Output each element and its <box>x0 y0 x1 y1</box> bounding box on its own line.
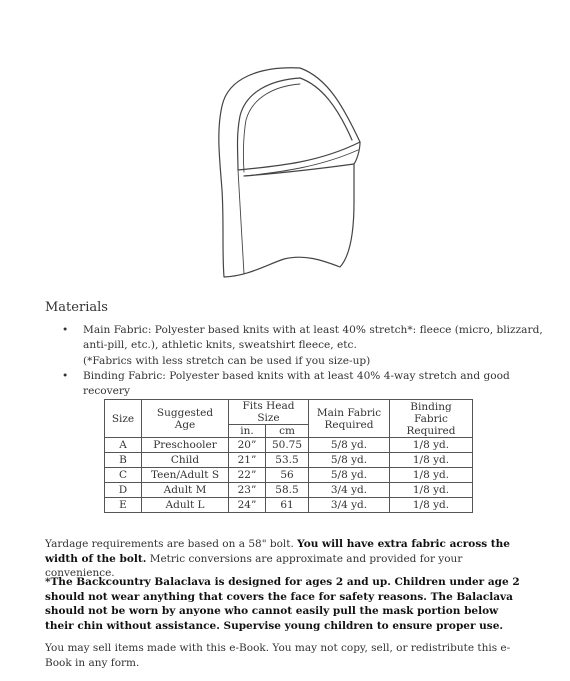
table-row <box>105 453 473 468</box>
header-size: Size <box>105 400 142 438</box>
cell-binding-fabric: 1/8 yd. <box>390 498 473 513</box>
header-suggested-age: Suggested Age <box>142 400 229 438</box>
cell-age: Preschooler <box>142 438 229 453</box>
header-binding-fabric: Binding Fabric Required <box>390 400 473 438</box>
cell-size: E <box>105 498 142 513</box>
yardage-note-end: Metric conversions are approximate and provided for your convenience. <box>45 552 463 579</box>
cell-age: Teen/Adult S <box>142 468 229 483</box>
cell-inches: 23” <box>229 483 266 498</box>
table-row <box>105 483 473 498</box>
list-item-binding-fabric <box>45 369 545 400</box>
cell-age: Child <box>142 453 229 468</box>
materials-heading: Materials <box>45 300 108 315</box>
table-row <box>105 438 473 453</box>
main-fabric-line-2: anti-pill, etc.), athletic knits, sweatshirt fleece, etc. <box>83 339 357 352</box>
cell-cm: 56 <box>266 468 309 483</box>
cell-inches: 20” <box>229 438 266 453</box>
safety-warning <box>45 575 530 633</box>
cell-binding-fabric: 1/8 yd. <box>390 483 473 498</box>
header-inches: in. <box>229 425 266 438</box>
cell-age: Adult M <box>142 483 229 498</box>
cell-binding-fabric: 1/8 yd. <box>390 468 473 483</box>
cell-size: D <box>105 483 142 498</box>
main-fabric-line-3: (*Fabrics with less stretch can be used if you size-up) <box>83 354 371 367</box>
list-item-main-fabric <box>45 323 545 369</box>
cell-size: B <box>105 453 142 468</box>
binding-fabric-line-1: Binding Fabric: Polyester based knits with at least 40% 4-way stretch and good recovery <box>83 369 510 398</box>
license-note: You may sell items made with this e-Book. You may not copy, sell, or redistribute this e-Book in any form. <box>45 642 511 669</box>
cell-age: Adult L <box>142 498 229 513</box>
balaclava-illustration <box>200 62 380 287</box>
size-table <box>104 399 473 513</box>
safety-warning-bold: *The Backcountry Balaclava is designed for ages 2 and up. Children under age 2 should not wear anything that covers the face for safety reasons. The Balaclava should not be worn by anyone who cannot easily pull the mask portion below their chin without assistance. Supervise young children to ensure proper use. <box>45 576 520 632</box>
bullet-icon: • <box>62 324 69 336</box>
table-row <box>105 468 473 483</box>
cell-main-fabric: 5/8 yd. <box>309 468 390 483</box>
bullet-icon: • <box>62 369 69 382</box>
cell-size: A <box>105 438 142 453</box>
yardage-note-bold: You will have extra fabric across the width of the bolt. <box>45 538 510 565</box>
cell-main-fabric: 5/8 yd. <box>309 438 390 453</box>
cell-cm: 61 <box>266 498 309 513</box>
cell-cm: 58.5 <box>266 483 309 498</box>
table-row <box>105 498 473 513</box>
cell-inches: 21” <box>229 453 266 468</box>
cell-binding-fabric: 1/8 yd. <box>390 453 473 468</box>
header-fits-head: Fits Head Size <box>229 400 309 425</box>
yardage-note <box>45 537 530 581</box>
cell-main-fabric: 3/4 yd. <box>309 483 390 498</box>
cell-main-fabric: 5/8 yd. <box>309 453 390 468</box>
cell-size: C <box>105 468 142 483</box>
materials-list <box>45 323 545 399</box>
cell-cm: 53.5 <box>266 453 309 468</box>
main-fabric-line-1: Main Fabric: Polyester based knits with at least 40% stretch*: fleece (micro, blizzard, <box>83 324 543 336</box>
cell-inches: 22” <box>229 468 266 483</box>
cell-main-fabric: 3/4 yd. <box>309 498 390 513</box>
yardage-note-plain: Yardage requirements are based on a 58" bolt. <box>45 538 298 550</box>
header-cm: cm <box>266 425 309 438</box>
cell-binding-fabric: 1/8 yd. <box>390 438 473 453</box>
header-main-fabric: Main Fabric Required <box>309 400 390 438</box>
cell-cm: 50.75 <box>266 438 309 453</box>
cell-inches: 24” <box>229 498 266 513</box>
